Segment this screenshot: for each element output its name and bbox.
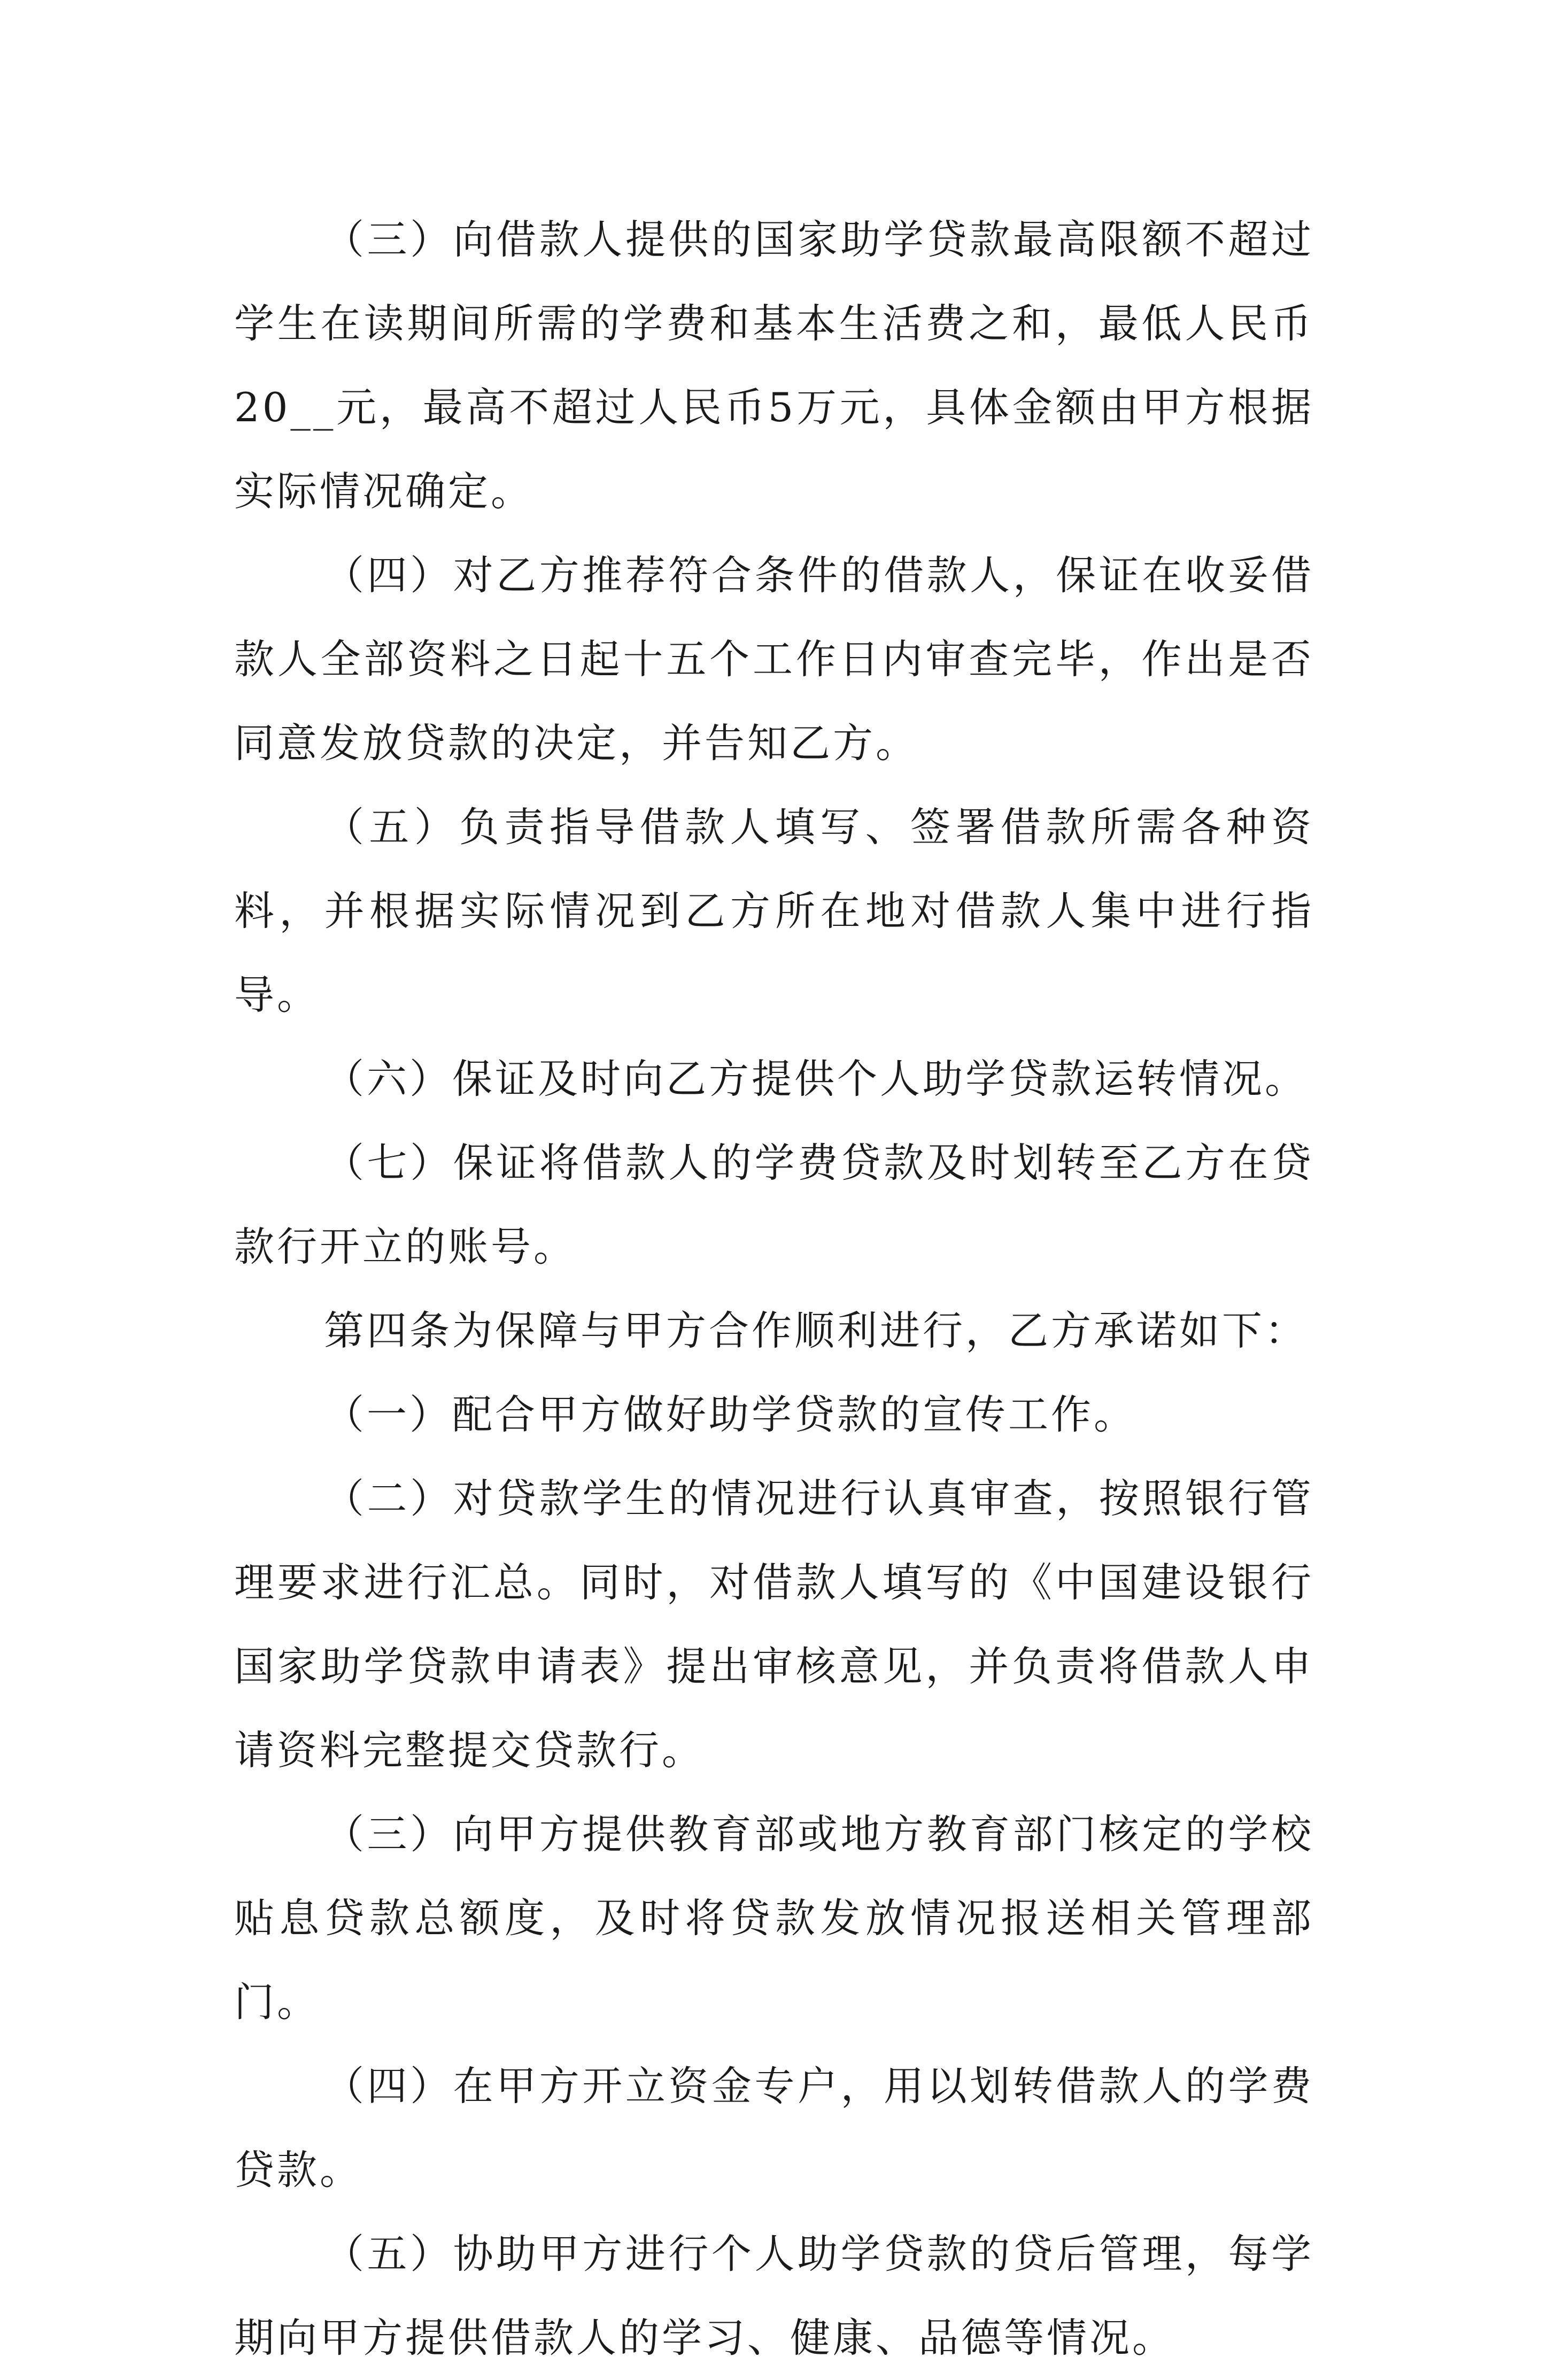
- document-body: [234, 198, 1314, 2380]
- paragraph-article-four: 第四条为保障与甲方合作顺利进行，乙方承诺如下：: [324, 1307, 1308, 1354]
- paragraph-student-review: （二）对贷款学生的情况进行认真审查，按照银行管理要求进行汇总。同时，对借款人填写的《中国建设银行国家助学贷款申请表》提出审核意见，并负责将借款人申请资料完整提交贷款行。: [234, 1475, 1314, 1774]
- paragraph-loan-limit: （三）向借款人提供的国家助学贷款最高限额不超过学生在读期间所需的学费和基本生活费之和，最低人民币20__元，最高不超过人民币5万元，具体金额由甲方根据实际情况确定。: [234, 216, 1314, 515]
- paragraph-guidance: （五）负责指导借款人填写、签署借款所需各种资料，并根据实际情况到乙方所在地对借款人集中进行指导。: [234, 803, 1314, 1018]
- paragraph-publicity: （一）配合甲方做好助学贷款的宣传工作。: [324, 1391, 1137, 1438]
- paragraph-subsidy-quota: （三）向甲方提供教育部或地方教育部门核定的学校贴息贷款总额度，及时将贷款发放情况报送相关管理部门。: [234, 1811, 1314, 2026]
- paragraph-tuition-transfer: （七）保证将借款人的学费贷款及时划转至乙方在贷款行开立的账号。: [234, 1139, 1314, 1270]
- paragraph-operation-status: （六）保证及时向乙方提供个人助学贷款运转情况。: [324, 1055, 1308, 1102]
- paragraph-post-loan-management: （五）协助甲方进行个人助学贷款的贷后管理，每学期向甲方提供借款人的学习、健康、品德等情况。: [234, 2230, 1314, 2361]
- paragraph-special-account: （四）在甲方开立资金专户，用以划转借款人的学费贷款。: [234, 2062, 1314, 2193]
- paragraph-review-period: （四）对乙方推荐符合条件的借款人，保证在收妥借款人全部资料之日起十五个工作日内审查完毕，作出是否同意发放贷款的决定，并告知乙方。: [234, 552, 1314, 767]
